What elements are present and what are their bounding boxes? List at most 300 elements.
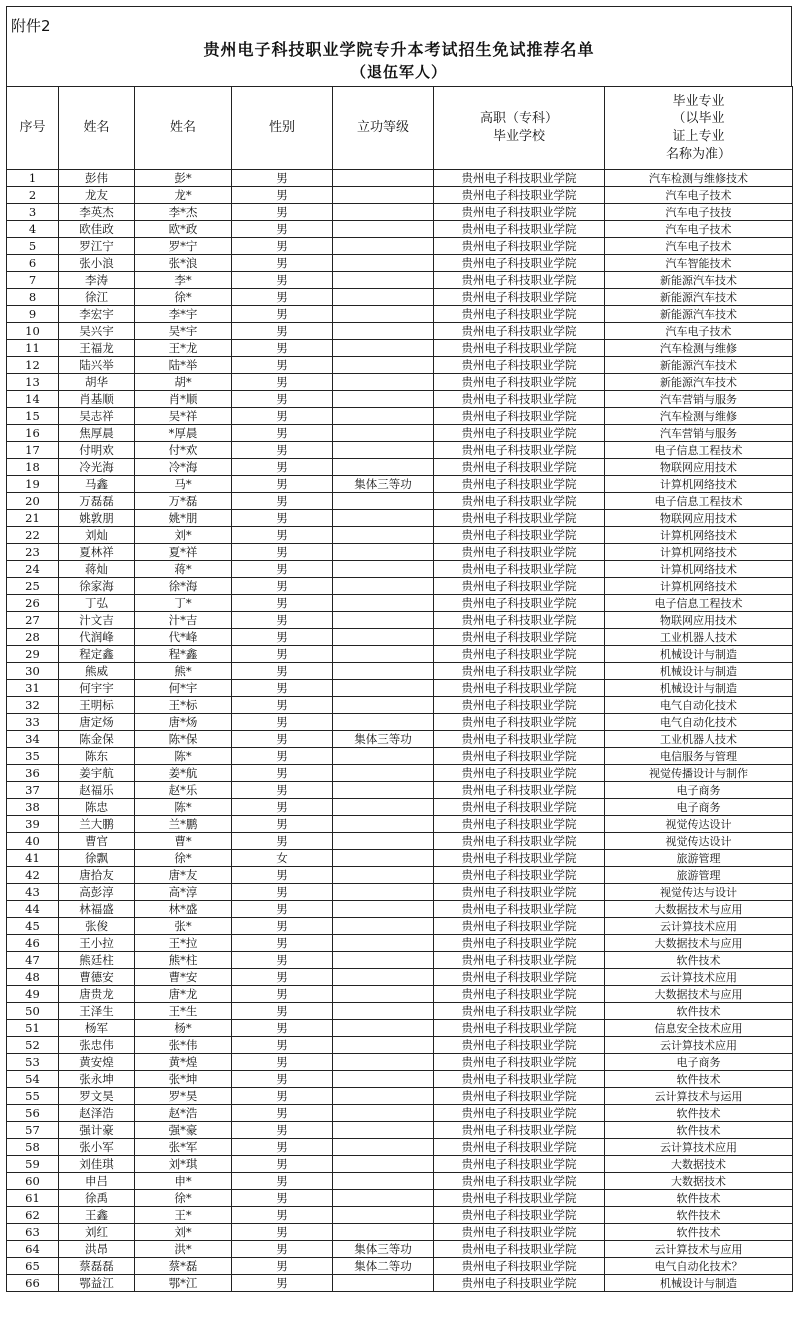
cell-major: 汽车电子技术 bbox=[605, 323, 793, 340]
cell-gender: 男 bbox=[232, 612, 333, 629]
document-title: 贵州电子科技职业学院专升本考试招生免试推荐名单 bbox=[203, 40, 595, 59]
cell-name: 程定鑫 bbox=[59, 646, 135, 663]
cell-name: 张小军 bbox=[59, 1139, 135, 1156]
table-row bbox=[7, 884, 793, 901]
cell-name-masked: 赵*乐 bbox=[135, 782, 232, 799]
cell-school: 贵州电子科技职业学院 bbox=[434, 765, 605, 782]
table-row bbox=[7, 1241, 793, 1258]
cell-merit: 集体三等功 bbox=[333, 476, 434, 493]
cell-major: 视觉传达与设计 bbox=[605, 884, 793, 901]
table-row bbox=[7, 748, 793, 765]
cell-major: 电气自动化技术？ bbox=[605, 1258, 793, 1275]
table-row bbox=[7, 442, 793, 459]
cell-merit bbox=[333, 1071, 434, 1088]
cell-index: 11 bbox=[7, 340, 59, 357]
cell-name-masked: 张*伟 bbox=[135, 1037, 232, 1054]
cell-school: 贵州电子科技职业学院 bbox=[434, 238, 605, 255]
cell-merit bbox=[333, 833, 434, 850]
cell-major: 软件技术 bbox=[605, 1122, 793, 1139]
cell-merit bbox=[333, 765, 434, 782]
cell-school: 贵州电子科技职业学院 bbox=[434, 1071, 605, 1088]
cell-school: 贵州电子科技职业学院 bbox=[434, 1156, 605, 1173]
cell-index: 40 bbox=[7, 833, 59, 850]
cell-merit bbox=[333, 782, 434, 799]
cell-name: 徐江 bbox=[59, 289, 135, 306]
cell-school: 贵州电子科技职业学院 bbox=[434, 663, 605, 680]
cell-name: 王小拉 bbox=[59, 935, 135, 952]
table-row bbox=[7, 1224, 793, 1241]
table-row bbox=[7, 595, 793, 612]
cell-name: 张忠伟 bbox=[59, 1037, 135, 1054]
cell-name-masked: 万*磊 bbox=[135, 493, 232, 510]
cell-major: 软件技术 bbox=[605, 952, 793, 969]
cell-name: 姜宇航 bbox=[59, 765, 135, 782]
cell-merit bbox=[333, 1156, 434, 1173]
cell-index: 51 bbox=[7, 1020, 59, 1037]
cell-index: 7 bbox=[7, 272, 59, 289]
table-row bbox=[7, 1156, 793, 1173]
cell-major: 电气自动化技术 bbox=[605, 697, 793, 714]
cell-major: 物联网应用技术 bbox=[605, 459, 793, 476]
table-row bbox=[7, 1139, 793, 1156]
cell-merit bbox=[333, 1105, 434, 1122]
cell-name-masked: 申* bbox=[135, 1173, 232, 1190]
cell-school: 贵州电子科技职业学院 bbox=[434, 714, 605, 731]
cell-school: 贵州电子科技职业学院 bbox=[434, 1224, 605, 1241]
cell-merit bbox=[333, 1224, 434, 1241]
cell-name: 王明标 bbox=[59, 697, 135, 714]
cell-gender: 男 bbox=[232, 646, 333, 663]
cell-major: 计算机网络技术 bbox=[605, 476, 793, 493]
cell-major: 汽车电子技术 bbox=[605, 238, 793, 255]
cell-gender: 男 bbox=[232, 1105, 333, 1122]
cell-major: 新能源汽车技术 bbox=[605, 374, 793, 391]
cell-gender: 男 bbox=[232, 238, 333, 255]
cell-name-masked: 丁* bbox=[135, 595, 232, 612]
cell-name: 申吕 bbox=[59, 1173, 135, 1190]
cell-gender: 女 bbox=[232, 850, 333, 867]
cell-name: 丁弘 bbox=[59, 595, 135, 612]
cell-name-masked: 王*龙 bbox=[135, 340, 232, 357]
cell-name-masked: 林*盛 bbox=[135, 901, 232, 918]
cell-major: 汽车检测与维修技术 bbox=[605, 170, 793, 187]
cell-major: 汽车营销与服务 bbox=[605, 425, 793, 442]
cell-name-masked: *厚晨 bbox=[135, 425, 232, 442]
cell-name: 陈金保 bbox=[59, 731, 135, 748]
cell-major: 电子商务 bbox=[605, 1054, 793, 1071]
cell-name-masked: 李*杰 bbox=[135, 204, 232, 221]
table-row bbox=[7, 527, 793, 544]
cell-name-masked: 张*浪 bbox=[135, 255, 232, 272]
cell-name: 赵福乐 bbox=[59, 782, 135, 799]
cell-name: 陈忠 bbox=[59, 799, 135, 816]
cell-gender: 男 bbox=[232, 986, 333, 1003]
cell-index: 1 bbox=[7, 170, 59, 187]
cell-index: 15 bbox=[7, 408, 59, 425]
table-row bbox=[7, 1037, 793, 1054]
cell-index: 6 bbox=[7, 255, 59, 272]
table-row bbox=[7, 272, 793, 289]
cell-merit bbox=[333, 578, 434, 595]
cell-name-masked: 陈*保 bbox=[135, 731, 232, 748]
cell-name-masked: 熊* bbox=[135, 663, 232, 680]
cell-merit bbox=[333, 1003, 434, 1020]
cell-merit bbox=[333, 714, 434, 731]
cell-name: 何宇宇 bbox=[59, 680, 135, 697]
cell-gender: 男 bbox=[232, 306, 333, 323]
cell-name-masked: 王* bbox=[135, 1207, 232, 1224]
cell-index: 17 bbox=[7, 442, 59, 459]
cell-merit bbox=[333, 629, 434, 646]
cell-major: 云计算技术应用 bbox=[605, 918, 793, 935]
table-row bbox=[7, 170, 793, 187]
cell-index: 30 bbox=[7, 663, 59, 680]
cell-gender: 男 bbox=[232, 1190, 333, 1207]
cell-index: 21 bbox=[7, 510, 59, 527]
cell-gender: 男 bbox=[232, 595, 333, 612]
cell-school: 贵州电子科技职业学院 bbox=[434, 493, 605, 510]
cell-name-masked: 唐*炀 bbox=[135, 714, 232, 731]
cell-major: 电信服务与管理 bbox=[605, 748, 793, 765]
cell-name-masked: 陈* bbox=[135, 799, 232, 816]
cell-major: 软件技术 bbox=[605, 1071, 793, 1088]
cell-merit bbox=[333, 1122, 434, 1139]
cell-name-masked: 欧*政 bbox=[135, 221, 232, 238]
cell-major: 大数据技术与应用 bbox=[605, 986, 793, 1003]
header-name-masked: 姓名 bbox=[135, 87, 232, 170]
table-row bbox=[7, 238, 793, 255]
cell-school: 贵州电子科技职业学院 bbox=[434, 527, 605, 544]
cell-major: 汽车电子技技 bbox=[605, 204, 793, 221]
cell-gender: 男 bbox=[232, 935, 333, 952]
cell-name-masked: 姚*朋 bbox=[135, 510, 232, 527]
cell-major: 软件技术 bbox=[605, 1224, 793, 1241]
cell-name-masked: 胡* bbox=[135, 374, 232, 391]
cell-gender: 男 bbox=[232, 1241, 333, 1258]
cell-name: 马鑫 bbox=[59, 476, 135, 493]
cell-gender: 男 bbox=[232, 1275, 333, 1292]
cell-name: 赵泽浩 bbox=[59, 1105, 135, 1122]
table-row bbox=[7, 697, 793, 714]
cell-gender: 男 bbox=[232, 1054, 333, 1071]
cell-merit bbox=[333, 680, 434, 697]
cell-name-masked: 徐* bbox=[135, 850, 232, 867]
table-row bbox=[7, 850, 793, 867]
cell-index: 8 bbox=[7, 289, 59, 306]
table-row bbox=[7, 578, 793, 595]
cell-gender: 男 bbox=[232, 340, 333, 357]
cell-major: 计算机网络技术 bbox=[605, 544, 793, 561]
cell-gender: 男 bbox=[232, 833, 333, 850]
cell-index: 56 bbox=[7, 1105, 59, 1122]
cell-name-masked: 代*峰 bbox=[135, 629, 232, 646]
cell-major: 云计算技术与应用 bbox=[605, 1241, 793, 1258]
cell-gender: 男 bbox=[232, 748, 333, 765]
cell-merit bbox=[333, 170, 434, 187]
cell-name: 刘灿 bbox=[59, 527, 135, 544]
cell-school: 贵州电子科技职业学院 bbox=[434, 459, 605, 476]
cell-school: 贵州电子科技职业学院 bbox=[434, 782, 605, 799]
cell-name: 唐贵龙 bbox=[59, 986, 135, 1003]
cell-name: 杨军 bbox=[59, 1020, 135, 1037]
cell-major: 电子信息工程技术 bbox=[605, 493, 793, 510]
cell-name-masked: 唐*友 bbox=[135, 867, 232, 884]
cell-index: 41 bbox=[7, 850, 59, 867]
cell-merit bbox=[333, 204, 434, 221]
cell-school: 贵州电子科技职业学院 bbox=[434, 476, 605, 493]
cell-name-masked: 肖*顺 bbox=[135, 391, 232, 408]
cell-major: 机械设计与制造 bbox=[605, 1275, 793, 1292]
cell-gender: 男 bbox=[232, 799, 333, 816]
cell-index: 34 bbox=[7, 731, 59, 748]
cell-index: 64 bbox=[7, 1241, 59, 1258]
cell-school: 贵州电子科技职业学院 bbox=[434, 1037, 605, 1054]
cell-school: 贵州电子科技职业学院 bbox=[434, 1003, 605, 1020]
cell-school: 贵州电子科技职业学院 bbox=[434, 1190, 605, 1207]
cell-school: 贵州电子科技职业学院 bbox=[434, 748, 605, 765]
table-row bbox=[7, 306, 793, 323]
cell-name: 曹官 bbox=[59, 833, 135, 850]
cell-major: 新能源汽车技术 bbox=[605, 306, 793, 323]
cell-index: 28 bbox=[7, 629, 59, 646]
table-body bbox=[7, 170, 793, 1292]
table-row bbox=[7, 255, 793, 272]
cell-name: 鄂益江 bbox=[59, 1275, 135, 1292]
cell-merit bbox=[333, 238, 434, 255]
cell-merit bbox=[333, 646, 434, 663]
cell-gender: 男 bbox=[232, 816, 333, 833]
cell-gender: 男 bbox=[232, 1037, 333, 1054]
cell-name-masked: 杨* bbox=[135, 1020, 232, 1037]
cell-name: 彭伟 bbox=[59, 170, 135, 187]
cell-major: 云计算技术应用 bbox=[605, 1037, 793, 1054]
cell-index: 39 bbox=[7, 816, 59, 833]
cell-name: 欧佳政 bbox=[59, 221, 135, 238]
table-row bbox=[7, 1258, 793, 1275]
cell-gender: 男 bbox=[232, 272, 333, 289]
table-row bbox=[7, 935, 793, 952]
cell-school: 贵州电子科技职业学院 bbox=[434, 1241, 605, 1258]
table-row bbox=[7, 459, 793, 476]
cell-name-masked: 张*坤 bbox=[135, 1071, 232, 1088]
table-row bbox=[7, 918, 793, 935]
cell-school: 贵州电子科技职业学院 bbox=[434, 799, 605, 816]
cell-name: 曹德安 bbox=[59, 969, 135, 986]
header-name: 姓名 bbox=[59, 87, 135, 170]
cell-index: 48 bbox=[7, 969, 59, 986]
cell-name: 强计豪 bbox=[59, 1122, 135, 1139]
cell-merit bbox=[333, 1139, 434, 1156]
cell-school: 贵州电子科技职业学院 bbox=[434, 952, 605, 969]
cell-merit bbox=[333, 663, 434, 680]
cell-school: 贵州电子科技职业学院 bbox=[434, 680, 605, 697]
cell-gender: 男 bbox=[232, 442, 333, 459]
cell-name-masked: 刘*琪 bbox=[135, 1156, 232, 1173]
cell-major: 视觉传达设计 bbox=[605, 816, 793, 833]
cell-index: 61 bbox=[7, 1190, 59, 1207]
table-row bbox=[7, 1207, 793, 1224]
cell-merit bbox=[333, 799, 434, 816]
cell-name: 唐定炀 bbox=[59, 714, 135, 731]
cell-school: 贵州电子科技职业学院 bbox=[434, 595, 605, 612]
cell-gender: 男 bbox=[232, 408, 333, 425]
table-row bbox=[7, 204, 793, 221]
cell-school: 贵州电子科技职业学院 bbox=[434, 170, 605, 187]
table-row bbox=[7, 782, 793, 799]
cell-merit bbox=[333, 952, 434, 969]
cell-gender: 男 bbox=[232, 425, 333, 442]
cell-major: 大数据技术与应用 bbox=[605, 901, 793, 918]
cell-name: 王鑫 bbox=[59, 1207, 135, 1224]
cell-major: 汽车检测与维修 bbox=[605, 408, 793, 425]
cell-index: 55 bbox=[7, 1088, 59, 1105]
cell-gender: 男 bbox=[232, 289, 333, 306]
cell-major: 机械设计与制造 bbox=[605, 646, 793, 663]
cell-name: 洪昂 bbox=[59, 1241, 135, 1258]
header-school: 高职（专科） 毕业学校 bbox=[434, 87, 605, 170]
cell-index: 58 bbox=[7, 1139, 59, 1156]
cell-major: 软件技术 bbox=[605, 1003, 793, 1020]
table-row bbox=[7, 680, 793, 697]
cell-major: 云计算技术与运用 bbox=[605, 1088, 793, 1105]
table-row bbox=[7, 510, 793, 527]
cell-school: 贵州电子科技职业学院 bbox=[434, 969, 605, 986]
cell-index: 35 bbox=[7, 748, 59, 765]
cell-name: 陆兴举 bbox=[59, 357, 135, 374]
table-row bbox=[7, 799, 793, 816]
cell-name: 徐飘 bbox=[59, 850, 135, 867]
cell-merit bbox=[333, 561, 434, 578]
cell-major: 新能源汽车技术 bbox=[605, 357, 793, 374]
cell-name: 熊廷柱 bbox=[59, 952, 135, 969]
cell-school: 贵州电子科技职业学院 bbox=[434, 204, 605, 221]
cell-name-masked: 陈* bbox=[135, 748, 232, 765]
table-row bbox=[7, 731, 793, 748]
cell-major: 视觉传达设计 bbox=[605, 833, 793, 850]
cell-name-masked: 王*标 bbox=[135, 697, 232, 714]
cell-gender: 男 bbox=[232, 255, 333, 272]
cell-major: 信息安全技术应用 bbox=[605, 1020, 793, 1037]
cell-name: 王泽生 bbox=[59, 1003, 135, 1020]
cell-name: 黄安煌 bbox=[59, 1054, 135, 1071]
cell-gender: 男 bbox=[232, 952, 333, 969]
table-row bbox=[7, 663, 793, 680]
cell-gender: 男 bbox=[232, 1088, 333, 1105]
cell-school: 贵州电子科技职业学院 bbox=[434, 731, 605, 748]
cell-name-masked: 彭* bbox=[135, 170, 232, 187]
cell-name-masked: 罗*昊 bbox=[135, 1088, 232, 1105]
cell-school: 贵州电子科技职业学院 bbox=[434, 578, 605, 595]
header-gender: 性别 bbox=[232, 87, 333, 170]
cell-name-masked: 兰*鹏 bbox=[135, 816, 232, 833]
cell-index: 23 bbox=[7, 544, 59, 561]
cell-name-masked: 徐*海 bbox=[135, 578, 232, 595]
cell-merit bbox=[333, 289, 434, 306]
cell-gender: 男 bbox=[232, 578, 333, 595]
cell-school: 贵州电子科技职业学院 bbox=[434, 1275, 605, 1292]
cell-name: 吴兴宇 bbox=[59, 323, 135, 340]
table-row bbox=[7, 493, 793, 510]
cell-gender: 男 bbox=[232, 663, 333, 680]
cell-major: 电子信息工程技术 bbox=[605, 442, 793, 459]
cell-name-masked: 洪* bbox=[135, 1241, 232, 1258]
cell-name: 李宏宇 bbox=[59, 306, 135, 323]
cell-name-masked: 王*拉 bbox=[135, 935, 232, 952]
cell-name-masked: 李* bbox=[135, 272, 232, 289]
cell-gender: 男 bbox=[232, 493, 333, 510]
cell-index: 26 bbox=[7, 595, 59, 612]
table-row bbox=[7, 646, 793, 663]
cell-name: 兰大鹏 bbox=[59, 816, 135, 833]
cell-name: 焦厚晨 bbox=[59, 425, 135, 442]
cell-name: 刘红 bbox=[59, 1224, 135, 1241]
table-row bbox=[7, 408, 793, 425]
cell-merit bbox=[333, 255, 434, 272]
cell-school: 贵州电子科技职业学院 bbox=[434, 1258, 605, 1275]
cell-merit: 集体三等功 bbox=[333, 731, 434, 748]
header-merit: 立功等级 bbox=[333, 87, 434, 170]
cell-merit bbox=[333, 272, 434, 289]
cell-major: 云计算技术应用 bbox=[605, 969, 793, 986]
cell-merit bbox=[333, 340, 434, 357]
cell-merit bbox=[333, 408, 434, 425]
document-sheet bbox=[6, 6, 792, 1292]
cell-school: 贵州电子科技职业学院 bbox=[434, 1020, 605, 1037]
cell-major: 软件技术 bbox=[605, 1190, 793, 1207]
cell-name-masked: 蒋* bbox=[135, 561, 232, 578]
cell-major: 云计算技术应用 bbox=[605, 1139, 793, 1156]
cell-merit bbox=[333, 1037, 434, 1054]
cell-name: 徐家海 bbox=[59, 578, 135, 595]
table-row bbox=[7, 561, 793, 578]
cell-school: 贵州电子科技职业学院 bbox=[434, 1088, 605, 1105]
cell-name: 李英杰 bbox=[59, 204, 135, 221]
table-row bbox=[7, 714, 793, 731]
cell-gender: 男 bbox=[232, 187, 333, 204]
cell-major: 汽车检测与维修 bbox=[605, 340, 793, 357]
cell-major: 计算机网络技术 bbox=[605, 578, 793, 595]
cell-name-masked: 程*鑫 bbox=[135, 646, 232, 663]
cell-school: 贵州电子科技职业学院 bbox=[434, 850, 605, 867]
cell-index: 45 bbox=[7, 918, 59, 935]
cell-index: 43 bbox=[7, 884, 59, 901]
cell-name: 付明欢 bbox=[59, 442, 135, 459]
cell-school: 贵州电子科技职业学院 bbox=[434, 425, 605, 442]
cell-school: 贵州电子科技职业学院 bbox=[434, 867, 605, 884]
cell-name-masked: 鄂*江 bbox=[135, 1275, 232, 1292]
cell-school: 贵州电子科技职业学院 bbox=[434, 629, 605, 646]
cell-major: 大数据技术 bbox=[605, 1156, 793, 1173]
table-row bbox=[7, 425, 793, 442]
cell-merit bbox=[333, 1275, 434, 1292]
cell-school: 贵州电子科技职业学院 bbox=[434, 833, 605, 850]
cell-school: 贵州电子科技职业学院 bbox=[434, 221, 605, 238]
table-row bbox=[7, 833, 793, 850]
cell-name: 蔡磊磊 bbox=[59, 1258, 135, 1275]
cell-index: 9 bbox=[7, 306, 59, 323]
cell-name: 李涛 bbox=[59, 272, 135, 289]
cell-name-masked: 强*豪 bbox=[135, 1122, 232, 1139]
table-row bbox=[7, 374, 793, 391]
cell-major: 软件技术 bbox=[605, 1105, 793, 1122]
cell-index: 44 bbox=[7, 901, 59, 918]
table-row bbox=[7, 1122, 793, 1139]
cell-index: 13 bbox=[7, 374, 59, 391]
cell-name-masked: 姜*航 bbox=[135, 765, 232, 782]
cell-major: 汽车智能技术 bbox=[605, 255, 793, 272]
cell-merit bbox=[333, 1054, 434, 1071]
cell-index: 27 bbox=[7, 612, 59, 629]
